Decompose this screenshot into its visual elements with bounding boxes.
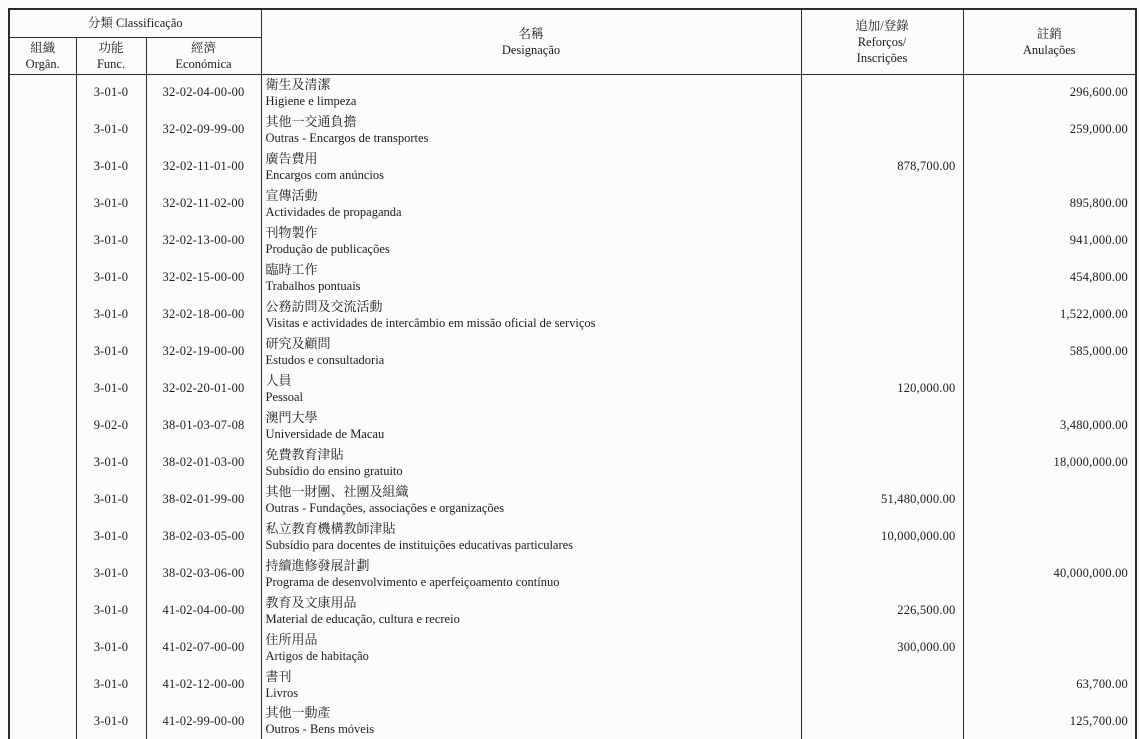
table-row bbox=[9, 296, 1136, 333]
designation-zh: 臨時工作 bbox=[265, 261, 318, 277]
header-designation bbox=[261, 9, 801, 74]
designation-zh: 研究及顧問 bbox=[265, 335, 331, 351]
cell-organ-code bbox=[9, 222, 76, 259]
designation-pt: Universidade de Macau bbox=[265, 426, 385, 441]
designation-pt: Programa de desenvolvimento e aperfeiçoamento contínuo bbox=[265, 574, 560, 589]
designation-pt: Material de educação, cultura e recreio bbox=[265, 611, 460, 626]
header-row-group bbox=[9, 9, 1136, 37]
header-organ-zh: 組織 bbox=[30, 40, 56, 55]
table-row bbox=[9, 592, 1136, 629]
cell-reforcos-amount bbox=[801, 407, 963, 444]
cell-reforcos-amount: 10,000,000.00 bbox=[801, 518, 963, 555]
cell-anulacoes-amount bbox=[963, 481, 1136, 518]
cell-anulacoes-amount: 3,480,000.00 bbox=[963, 407, 1136, 444]
cell-econ-code: 32-02-09-99-00 bbox=[146, 111, 261, 148]
cell-organ-code bbox=[9, 592, 76, 629]
cell-designation bbox=[261, 370, 801, 407]
cell-designation bbox=[261, 703, 801, 739]
designation-pt: Higiene e limpeza bbox=[265, 93, 357, 108]
designation-pt: Subsídio do ensino gratuito bbox=[265, 463, 403, 478]
cell-designation bbox=[261, 666, 801, 703]
designation-zh: 廣告費用 bbox=[265, 150, 318, 166]
cell-func-code: 9-02-0 bbox=[76, 407, 146, 444]
cell-reforcos-amount bbox=[801, 296, 963, 333]
cell-econ-code: 41-02-07-00-00 bbox=[146, 629, 261, 666]
cell-organ-code bbox=[9, 148, 76, 185]
designation-pt: Actividades de propaganda bbox=[265, 204, 402, 219]
designation-zh: 其他一交通負擔 bbox=[265, 113, 357, 129]
cell-designation bbox=[261, 333, 801, 370]
designation-pt: Outras - Fundações, associações e organizações bbox=[265, 500, 505, 515]
cell-reforcos-amount bbox=[801, 111, 963, 148]
cell-func-code: 3-01-0 bbox=[76, 222, 146, 259]
header-classification-group: 分類 Classificação bbox=[9, 9, 261, 37]
header-econ-pt: Económica bbox=[175, 56, 232, 71]
cell-organ-code bbox=[9, 666, 76, 703]
cell-organ-code bbox=[9, 74, 76, 111]
table-body bbox=[9, 74, 1136, 739]
cell-designation bbox=[261, 481, 801, 518]
cell-econ-code: 32-02-20-01-00 bbox=[146, 370, 261, 407]
cell-reforcos-amount: 878,700.00 bbox=[801, 148, 963, 185]
cell-designation bbox=[261, 629, 801, 666]
cell-econ-code: 38-02-03-05-00 bbox=[146, 518, 261, 555]
cell-func-code: 3-01-0 bbox=[76, 111, 146, 148]
designation-zh: 住所用品 bbox=[265, 631, 318, 647]
cell-econ-code: 32-02-15-00-00 bbox=[146, 259, 261, 296]
cell-reforcos-amount: 226,500.00 bbox=[801, 592, 963, 629]
cell-econ-code: 32-02-13-00-00 bbox=[146, 222, 261, 259]
cell-anulacoes-amount: 585,000.00 bbox=[963, 333, 1136, 370]
cell-func-code: 3-01-0 bbox=[76, 370, 146, 407]
cell-econ-code: 32-02-11-01-00 bbox=[146, 148, 261, 185]
table-row bbox=[9, 370, 1136, 407]
designation-pt: Outros - Bens móveis bbox=[265, 722, 375, 736]
table-row bbox=[9, 333, 1136, 370]
table-row bbox=[9, 111, 1136, 148]
cell-anulacoes-amount: 259,000.00 bbox=[963, 111, 1136, 148]
header-reforcos-zh: 追加/登錄 bbox=[855, 18, 909, 33]
designation-zh: 持續進修發展計劃 bbox=[265, 557, 370, 573]
cell-anulacoes-amount: 296,600.00 bbox=[963, 74, 1136, 111]
cell-anulacoes-amount: 1,522,000.00 bbox=[963, 296, 1136, 333]
cell-anulacoes-amount bbox=[963, 370, 1136, 407]
cell-organ-code bbox=[9, 407, 76, 444]
cell-designation bbox=[261, 407, 801, 444]
header-organ bbox=[9, 37, 76, 74]
header-func-pt: Func. bbox=[96, 56, 126, 71]
cell-anulacoes-amount bbox=[963, 148, 1136, 185]
header-designation-zh: 名稱 bbox=[518, 26, 544, 41]
header-organ-pt: Orgân. bbox=[25, 56, 60, 71]
cell-func-code: 3-01-0 bbox=[76, 666, 146, 703]
cell-anulacoes-amount bbox=[963, 629, 1136, 666]
cell-organ-code bbox=[9, 703, 76, 739]
cell-organ-code bbox=[9, 629, 76, 666]
table-row bbox=[9, 259, 1136, 296]
cell-reforcos-amount bbox=[801, 555, 963, 592]
cell-designation bbox=[261, 518, 801, 555]
cell-organ-code bbox=[9, 296, 76, 333]
cell-designation bbox=[261, 74, 801, 111]
cell-anulacoes-amount: 125,700.00 bbox=[963, 703, 1136, 739]
cell-designation bbox=[261, 444, 801, 481]
cell-func-code: 3-01-0 bbox=[76, 703, 146, 739]
table-row bbox=[9, 481, 1136, 518]
cell-designation bbox=[261, 111, 801, 148]
designation-zh: 其他一財團、社團及組織 bbox=[265, 483, 409, 499]
cell-econ-code: 41-02-04-00-00 bbox=[146, 592, 261, 629]
table-row bbox=[9, 222, 1136, 259]
cell-reforcos-amount bbox=[801, 666, 963, 703]
cell-organ-code bbox=[9, 370, 76, 407]
header-designation-pt: Designação bbox=[501, 42, 561, 57]
designation-pt: Trabalhos pontuais bbox=[265, 278, 361, 293]
cell-econ-code: 38-02-03-06-00 bbox=[146, 555, 261, 592]
header-econ-zh: 經濟 bbox=[190, 40, 216, 55]
cell-organ-code bbox=[9, 259, 76, 296]
cell-reforcos-amount: 51,480,000.00 bbox=[801, 481, 963, 518]
cell-func-code: 3-01-0 bbox=[76, 259, 146, 296]
designation-pt: Estudos e consultadoria bbox=[265, 352, 385, 367]
designation-zh: 公務訪問及交流活動 bbox=[265, 298, 383, 314]
cell-func-code: 3-01-0 bbox=[76, 296, 146, 333]
cell-organ-code bbox=[9, 555, 76, 592]
header-reforcos bbox=[801, 9, 963, 74]
cell-anulacoes-amount bbox=[963, 592, 1136, 629]
designation-pt: Artigos de habitação bbox=[265, 648, 369, 663]
cell-reforcos-amount: 300,000.00 bbox=[801, 629, 963, 666]
cell-anulacoes-amount: 63,700.00 bbox=[963, 666, 1136, 703]
table-row bbox=[9, 518, 1136, 555]
header-reforcos-pt2: Inscrições bbox=[856, 50, 908, 65]
header-anulacoes-zh: 註銷 bbox=[1036, 26, 1062, 41]
table-row bbox=[9, 185, 1136, 222]
cell-designation bbox=[261, 148, 801, 185]
designation-pt: Produção de publicações bbox=[265, 241, 390, 256]
cell-func-code: 3-01-0 bbox=[76, 185, 146, 222]
cell-func-code: 3-01-0 bbox=[76, 555, 146, 592]
cell-designation bbox=[261, 185, 801, 222]
cell-reforcos-amount: 120,000.00 bbox=[801, 370, 963, 407]
cell-anulacoes-amount: 18,000,000.00 bbox=[963, 444, 1136, 481]
table-row bbox=[9, 148, 1136, 185]
cell-reforcos-amount bbox=[801, 444, 963, 481]
cell-anulacoes-amount: 941,000.00 bbox=[963, 222, 1136, 259]
header-func bbox=[76, 37, 146, 74]
designation-zh: 刊物製作 bbox=[265, 224, 318, 240]
table-row bbox=[9, 444, 1136, 481]
cell-organ-code bbox=[9, 481, 76, 518]
cell-anulacoes-amount: 895,800.00 bbox=[963, 185, 1136, 222]
header-econ bbox=[146, 37, 261, 74]
cell-reforcos-amount bbox=[801, 703, 963, 739]
designation-pt: Visitas e actividades de intercâmbio em missão oficial de serviços bbox=[265, 315, 596, 330]
cell-econ-code: 41-02-12-00-00 bbox=[146, 666, 261, 703]
cell-organ-code bbox=[9, 518, 76, 555]
header-reforcos-pt1: Reforços/ bbox=[857, 34, 907, 49]
table-row bbox=[9, 629, 1136, 666]
cell-organ-code bbox=[9, 333, 76, 370]
cell-organ-code bbox=[9, 444, 76, 481]
cell-func-code: 3-01-0 bbox=[76, 74, 146, 111]
cell-designation bbox=[261, 296, 801, 333]
designation-zh: 衛生及清潔 bbox=[265, 76, 331, 92]
cell-econ-code: 38-02-01-99-00 bbox=[146, 481, 261, 518]
cell-econ-code: 38-01-03-07-08 bbox=[146, 407, 261, 444]
cell-econ-code: 32-02-04-00-00 bbox=[146, 74, 261, 111]
cell-reforcos-amount bbox=[801, 333, 963, 370]
header-anulacoes-pt: Anulações bbox=[1022, 42, 1076, 57]
designation-zh: 免費教育津貼 bbox=[265, 446, 344, 462]
table-row bbox=[9, 666, 1136, 703]
cell-econ-code: 32-02-11-02-00 bbox=[146, 185, 261, 222]
cell-func-code: 3-01-0 bbox=[76, 148, 146, 185]
designation-pt: Encargos com anúncios bbox=[265, 167, 384, 182]
cell-econ-code: 32-02-18-00-00 bbox=[146, 296, 261, 333]
designation-pt: Outras - Encargos de transportes bbox=[265, 130, 429, 145]
cell-func-code: 3-01-0 bbox=[76, 592, 146, 629]
cell-func-code: 3-01-0 bbox=[76, 481, 146, 518]
designation-pt: Pessoal bbox=[265, 389, 303, 404]
cell-econ-code: 32-02-19-00-00 bbox=[146, 333, 261, 370]
cell-reforcos-amount bbox=[801, 185, 963, 222]
cell-func-code: 3-01-0 bbox=[76, 444, 146, 481]
cell-designation bbox=[261, 259, 801, 296]
cell-organ-code bbox=[9, 111, 76, 148]
cell-reforcos-amount bbox=[801, 222, 963, 259]
table-row bbox=[9, 703, 1136, 739]
cell-reforcos-amount bbox=[801, 74, 963, 111]
designation-zh: 教育及文康用品 bbox=[265, 594, 357, 610]
cell-designation bbox=[261, 222, 801, 259]
designation-zh: 其他一動產 bbox=[265, 705, 331, 720]
designation-pt: Livros bbox=[265, 685, 299, 700]
cell-designation bbox=[261, 592, 801, 629]
cell-reforcos-amount bbox=[801, 259, 963, 296]
cell-designation bbox=[261, 555, 801, 592]
designation-zh: 宣傳活動 bbox=[265, 187, 318, 203]
designation-zh: 人員 bbox=[265, 372, 292, 388]
table-row bbox=[9, 407, 1136, 444]
cell-anulacoes-amount bbox=[963, 518, 1136, 555]
designation-pt: Subsídio para docentes de instituições educativas particulares bbox=[265, 537, 574, 552]
cell-anulacoes-amount: 454,800.00 bbox=[963, 259, 1136, 296]
table-row bbox=[9, 555, 1136, 592]
header-anulacoes bbox=[963, 9, 1136, 74]
designation-zh: 書刊 bbox=[265, 668, 292, 684]
cell-func-code: 3-01-0 bbox=[76, 333, 146, 370]
budget-table bbox=[8, 8, 1137, 739]
table-header bbox=[9, 9, 1136, 74]
designation-zh: 私立教育機構教師津貼 bbox=[265, 520, 396, 536]
cell-econ-code: 41-02-99-00-00 bbox=[146, 703, 261, 739]
table-row bbox=[9, 74, 1136, 111]
cell-anulacoes-amount: 40,000,000.00 bbox=[963, 555, 1136, 592]
cell-func-code: 3-01-0 bbox=[76, 629, 146, 666]
header-func-zh: 功能 bbox=[98, 40, 124, 55]
cell-organ-code bbox=[9, 185, 76, 222]
cell-econ-code: 38-02-01-03-00 bbox=[146, 444, 261, 481]
cell-func-code: 3-01-0 bbox=[76, 518, 146, 555]
designation-zh: 澳門大學 bbox=[265, 409, 318, 425]
